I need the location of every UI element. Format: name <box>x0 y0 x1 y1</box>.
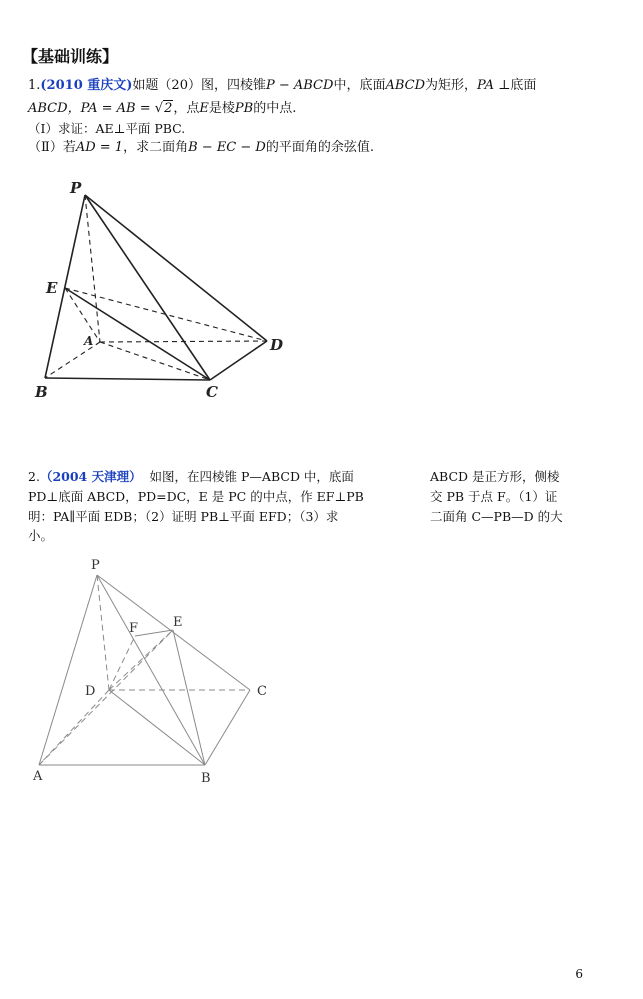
label-d: D <box>85 684 96 699</box>
problem2-source: （2004 天津理） <box>39 469 142 484</box>
problem2-row1-right: ABCD 是正方形，侧棱 <box>430 469 560 484</box>
label-e: E <box>173 615 183 630</box>
problem1-base: ABCD <box>28 101 68 116</box>
edge-bc <box>205 690 250 765</box>
problem1-ad: AD = 1 <box>75 140 124 155</box>
problem1-line1 <box>28 74 536 93</box>
label-d: D <box>270 336 284 354</box>
edge-bc <box>45 378 210 380</box>
problem1-text: 如题（20）图，四棱锥 <box>132 78 266 93</box>
page-number: 6 <box>575 967 583 981</box>
problem1-dihedral: B − EC − D <box>188 140 266 155</box>
label-e: E <box>46 279 58 297</box>
problem2-text: 如图，在四棱锥 P—ABCD 中，底面 <box>149 469 354 484</box>
problem1-point-e: E <box>199 101 209 116</box>
edge-pb <box>97 575 205 765</box>
problem1-number: 1. <box>28 78 41 93</box>
label-b: B <box>201 771 211 786</box>
problem1-text: ，求二面角 <box>123 140 189 155</box>
problem1-pyramid: P − ABCD <box>265 78 334 93</box>
problem1-text: ，点 <box>173 101 200 116</box>
pyramid-figure-1 <box>30 175 300 405</box>
section-heading: 【基础训练】 <box>22 47 119 66</box>
problem2-row2: PD⊥底面 ABCD，PD=DC，E 是 PC 的中点，作 EF⊥PB <box>28 489 364 504</box>
edge-ac-hidden <box>100 342 210 380</box>
edge-de-hidden <box>109 630 173 690</box>
problem1-source: (2010 重庆文) <box>40 78 133 93</box>
label-a: A <box>33 769 43 784</box>
label-c: C <box>257 684 267 699</box>
problem1-text: 的中点. <box>253 101 297 116</box>
edge-ad-hidden <box>100 341 267 342</box>
problem1-sqrt-value: 2 <box>164 101 173 116</box>
problem1-part1: （Ⅰ）求证：AE⊥平面 PBC. <box>28 121 186 136</box>
problem1-equation: ，PA = AB = <box>67 101 151 116</box>
label-f: F <box>129 621 139 636</box>
edge-pa <box>39 575 97 765</box>
edge-df-hidden <box>109 636 135 690</box>
problem1-part2 <box>28 136 374 155</box>
problem2-row1 <box>28 467 354 485</box>
label-c: C <box>206 383 218 401</box>
label-p: P <box>70 179 82 197</box>
problem1-text: 的平面角的余弦值. <box>265 140 374 155</box>
label-b: B <box>35 383 48 401</box>
edge-pa-hidden <box>85 195 100 342</box>
problem1-edge-pb: PB <box>234 101 254 116</box>
problem2-row3: 明：PA∥平面 EDB；（2）证明 PB⊥平面 EFD；（3）求 <box>28 509 339 524</box>
problem2-row3-right: 二面角 C—PB—D 的大 <box>430 509 563 524</box>
problem1-text: （Ⅱ）若 <box>28 140 76 155</box>
edge-pc <box>85 195 210 380</box>
problem1-text: 中，底面 <box>333 78 386 93</box>
pyramid-figure-2 <box>25 550 285 790</box>
label-p: P <box>91 558 100 573</box>
problem1-base: ABCD <box>385 78 426 93</box>
edge-db <box>109 690 205 765</box>
problem2-row2-right: 交 PB 于点 F。（1）证 <box>430 489 558 504</box>
problem1-line2: ABCD，PA = AB = √2，点E是棱PB的中点. <box>28 101 297 116</box>
problem1-text: 为矩形， <box>425 78 478 93</box>
problem1-perp: PA ⊥ <box>477 78 511 93</box>
problem1-text: 是棱 <box>208 101 235 116</box>
label-a: A <box>84 334 94 348</box>
problem1-text: 底面 <box>510 78 537 93</box>
edge-cd <box>210 341 267 380</box>
problem2-row4: 小。 <box>28 528 54 543</box>
edge-eb <box>173 630 205 765</box>
edge-pd <box>85 195 267 341</box>
problem2-number: 2. <box>28 469 40 484</box>
